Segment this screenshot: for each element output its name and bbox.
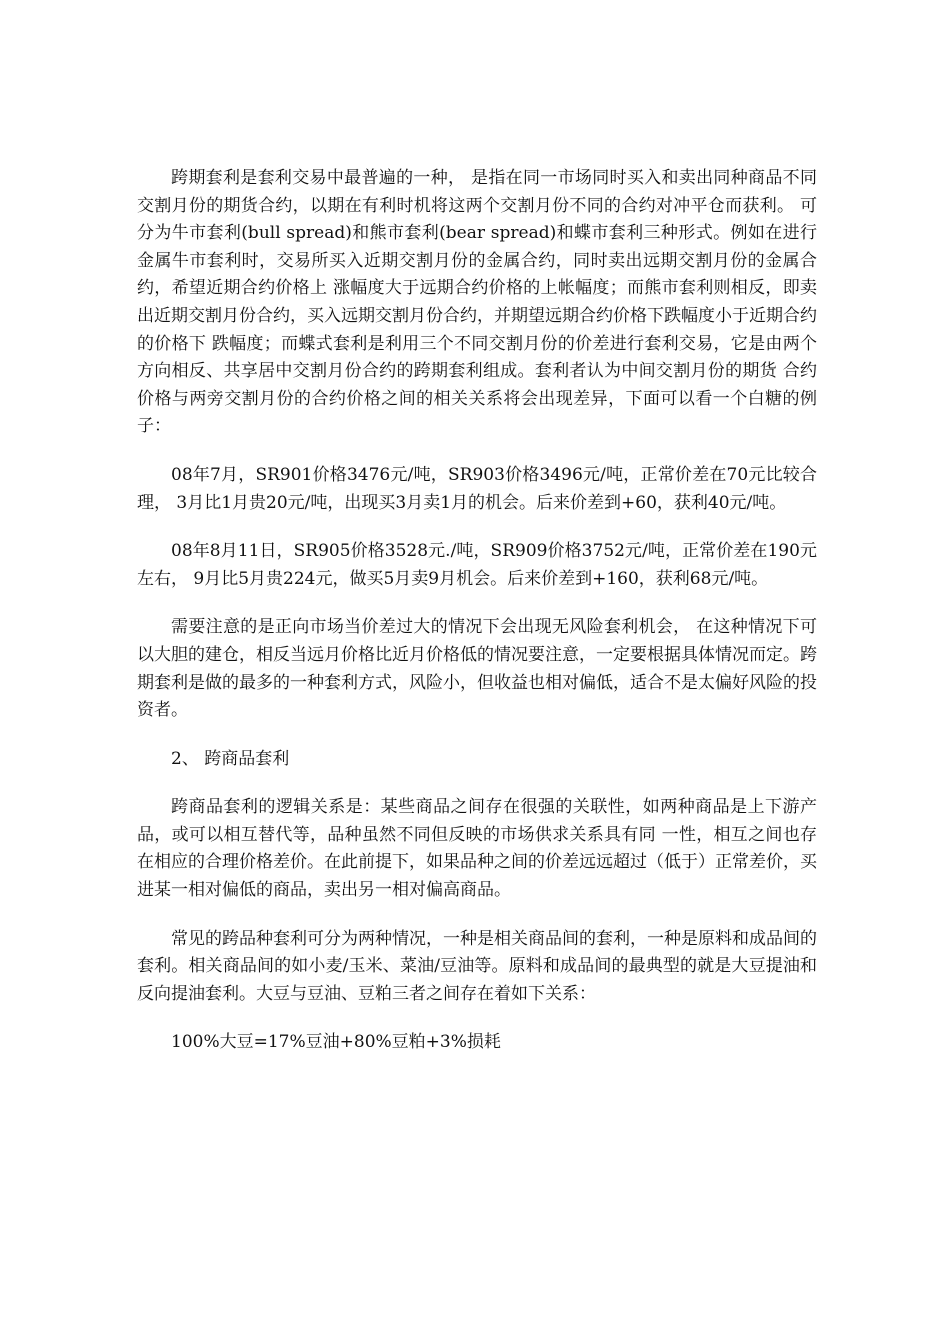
paragraph-risk-note: 需要注意的是正向市场当价差过大的情况下会出现无风险套利机会， 在这种情况下可以大胆的建仓，相反当远月价格比近月价格低的情况要注意，一定要根据具体情况而定。跨期套利是做的最多的一种套利方式，风险小，但收益也相对偏低，适合不是太偏好风险的投资者。 — [137, 617, 817, 721]
document-body — [137, 165, 817, 1078]
section-heading-cross-commodity: 2、 跨商品套利 — [171, 748, 290, 769]
paragraph-cross-commodity-logic: 跨商品套利的逻辑关系是：某些商品之间存在很强的关联性，如两种商品是上下游产品，或可以相互替代等，品种虽然不同但反映的市场供求关系具有同 一性，相互之间也存在相应的合理价格差价。在此前提下，如果品种之间的价差远远超过（低于）正常差价，买进某一相对偏低的商品，卖出另一相对偏高商品。 — [137, 797, 817, 901]
paragraph-calendar-spread-intro: 跨期套利是套利交易中最普遍的一种， 是指在同一市场同时买入和卖出同种商品不同交割月份的期货合约，以期在有利时机将这两个交割月份不同的合约对冲平仓而获利。 可分为牛市套利(bull spread)和熊市套利(bear spread)和蝶市套利三种形式。例如在进行金属牛市套利时，交易所买入近期交割月份的金属合约，同时卖出远期交割月份的金属合约，希望近期合约价格上 涨幅度大于远期合约价格的上帐幅度；而熊市套利则相反，即卖出近期交割月份合约，买入远期交割月份合约，并期望远期合约价格下跌幅度小于近期合约的价格下 跌幅度；而蝶式套利是利用三个不同交割月份的价差进行套利交易，它是由两个方向相反、共享居中交割月份合约的跨期套利组成。套利者认为中间交割月份的期货 合约价格与两旁交割月份的合约价格之间的相关关系将会出现差异，下面可以看一个白糖的例子： — [137, 168, 817, 437]
paragraph-soybean-formula: 100%大豆=17%豆油+80%豆粕+3%损耗 — [171, 1032, 501, 1053]
paragraph-sugar-example-july: 08年7月，SR901价格3476元/吨，SR903价格3496元/吨，正常价差在70元比较合理， 3月比1月贵20元/吨，出现买3月卖1月的机会。后来价差到+60，获利40元/吨。 — [137, 464, 817, 513]
paragraph-cross-commodity-types: 常见的跨品种套利可分为两种情况，一种是相关商品间的套利，一种是原料和成品间的套利。相关商品间的如小麦/玉米、菜油/豆油等。原料和成品间的最典型的就是大豆提油和反向提油套利。大豆与豆油、豆粕三者之间存在着如下关系： — [137, 928, 817, 1004]
paragraph-sugar-example-august: 08年8月11日，SR905价格3528元./吨，SR909价格3752元/吨，正常价差在190元左右， 9月比5月贵224元，做买5月卖9月机会。后来价差到+160，获利68元/吨。 — [137, 541, 817, 589]
